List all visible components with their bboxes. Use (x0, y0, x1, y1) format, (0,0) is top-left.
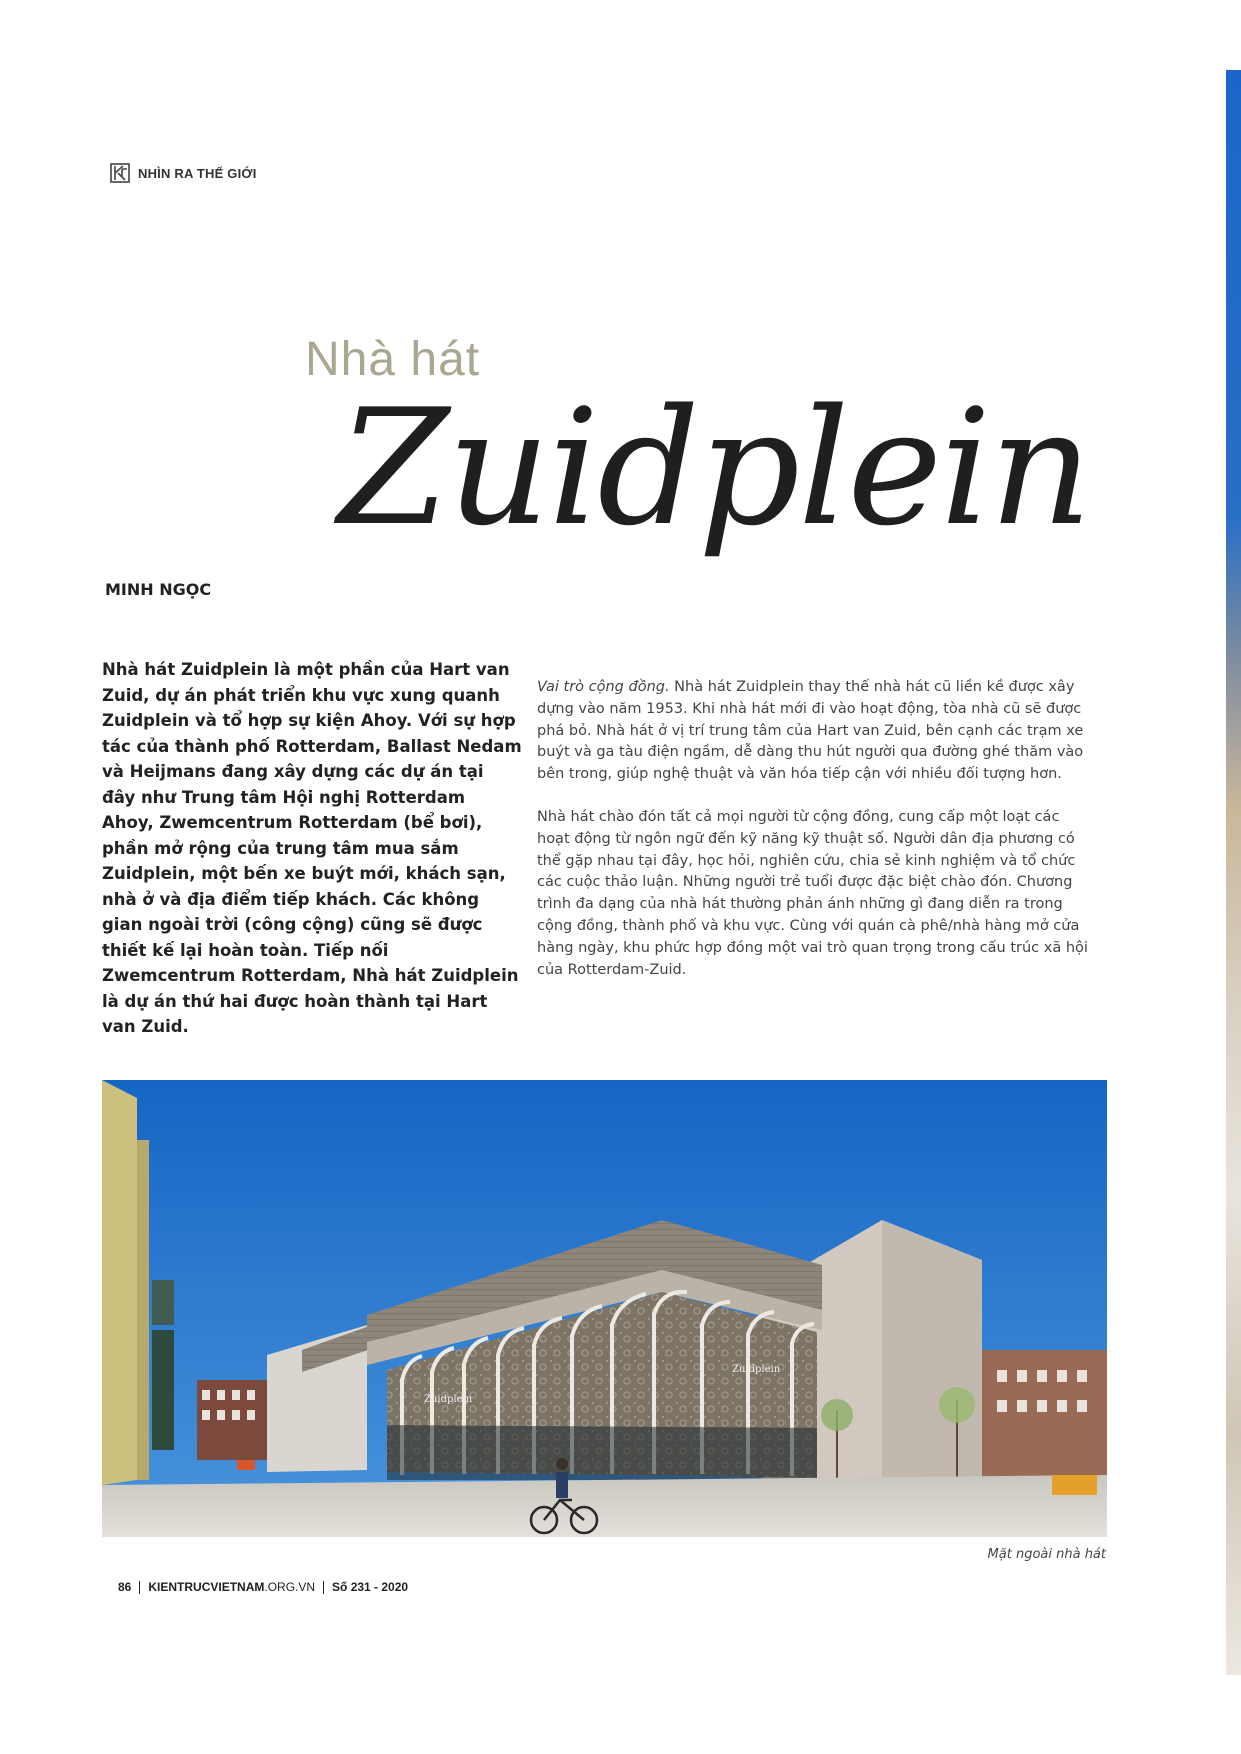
page-edge-strip (1226, 70, 1241, 1675)
title-prefix: Nhà hát (305, 333, 481, 386)
body-paragraph-1-text: Nhà hát Zuidplein thay thế nhà hát cũ liền kề được xây dựng vào năm 1953. Khi nhà hát mới đi vào hoạt động, tòa nhà cũ sẽ được phá bỏ. Nhà hát ở vị trí trung tâm của Hart van Zuid, bên cạnh các trạm xe buýt và ga tàu điện ngầm, dễ dàng thu hút người qua đường ghé thăm vào bên trong, giúp nghệ thuật và văn hóa tiếp cận với nhiều đối tượng hơn. (537, 679, 1084, 783)
photo-sign-left: Zuidplein (424, 1394, 473, 1405)
lead-paragraph: Nhà hát Zuidplein là một phần của Hart van Zuid, dự án phát triển khu vực xung quanh Zuidplein và tổ hợp sự kiện Ahoy. Với sự hợp tác của thành phố Rotterdam, Ballast Nedam và Heijmans đang xây dựng các dự án tại đây như Trung tâm Hội nghị Rotterdam Ahoy, Zwemcentrum Rotterdam (bể bơi), phần mở rộng của trung tâm mua sắm Zuidplein, một bến xe buýt mới, khách sạn, nhà ở và địa điểm tiếp khách. Các không gian ngoài trời (công cộng) cũng sẽ được thiết kế lại hoàn toàn. Tiếp nối Zwemcentrum Rotterdam, Nhà hát Zuidplein là dự án thứ hai được hoàn thành tại Hart van Zuid. (102, 660, 522, 1036)
photo-caption: Mặt ngoài nhà hát (987, 1547, 1106, 1562)
body-column (537, 677, 1089, 1002)
body-paragraph-1-lead: Vai trò cộng đồng. (537, 679, 670, 695)
footer-separator (139, 1581, 140, 1594)
section-label (110, 163, 257, 183)
body-paragraph-2: Nhà hát chào đón tất cả mọi người từ cộng đồng, cung cấp một loạt các hoạt động từ ngôn ngữ đến kỹ năng kỹ thuật số. Người dân địa phương có thể gặp nhau tại đây, học hỏi, nghiên cứu, chia sẻ kinh nghiệm và tổ chức các cuộc thảo luận. Những người trẻ tuổi được đặc biệt chào đón. Chương trình đa dạng của nhà hát thường phản ánh những gì đang diễn ra trong cộng đồng, thành phố và khu vực. Cùng với quán cà phê/nhà hàng mở cửa hàng ngày, khu phức hợp đóng một vai trò quan trọng trong cấu trúc xã hội của Rotterdam-Zuid. (537, 808, 1088, 978)
footer-site-domain: .ORG.VN (264, 1580, 316, 1594)
page-number: 86 (118, 1580, 132, 1594)
page-footer (118, 1580, 408, 1594)
footer-separator (323, 1581, 324, 1594)
footer-site-name: KIENTRUCVIETNAM (148, 1580, 265, 1594)
issue-number: Số 231 - 2020 (332, 1580, 409, 1594)
footer-site (148, 1580, 315, 1594)
theatre-exterior-photo (102, 1080, 1107, 1537)
body-paragraph-1 (537, 677, 1089, 786)
kientruc-logo-icon (110, 163, 130, 183)
title-main: Zuidplein (338, 374, 1091, 561)
author-byline: MINH NGỌC (105, 580, 212, 599)
photo-sign-right: Zuidplein (732, 1364, 781, 1375)
section-title: NHÌN RA THẾ GIỚI (138, 165, 257, 181)
